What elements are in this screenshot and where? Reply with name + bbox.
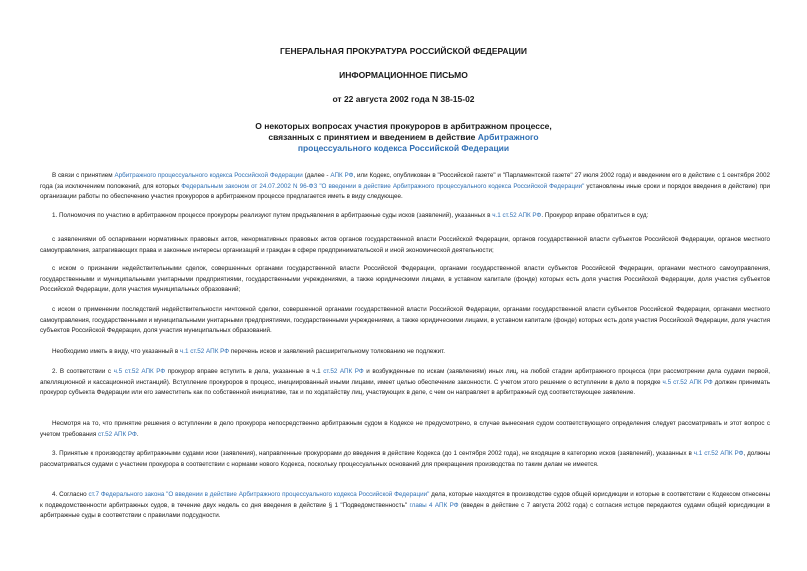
title-code-link-cont[interactable]: процессуального кодекса Российской Федерации: [297, 143, 510, 153]
text-run: .: [136, 430, 139, 438]
article-link[interactable]: ст.7: [88, 491, 100, 498]
text-run: должен принимать прокурор субъекта Федерации или его заместитель как по собственной инициативе, так и по ходатайству лиц, участвующих в деле, с чем он направляет в арбитражный суд соответствующее заявление.: [40, 378, 771, 397]
text-run: 1. Полномочия по участию в арбитражном процессе прокуроры реализуют путем предъявления в арбитражные суды исков (заявлений), указанных в: [52, 212, 493, 219]
title-line-3: [0, 143, 807, 154]
paragraph-1: [40, 211, 770, 222]
paragraph-list-item-2: с иском о признании недействительными сделок, совершенных органами государственной власти Российской Федерации, органами государственной власти субъектов Российской Федерации, органами местного самоуправления, государственными и муниципальными унитарными предприятиями, государственными учреждениями, а также юридическими лицами, в уставном капитале (фонде) которых есть доля участия Российской Федерации, доля участия субъектов Российской Федерации, доля участия муниципальных образований;: [40, 265, 770, 294]
paragraph-2: [40, 367, 770, 399]
document-title: [0, 121, 807, 154]
text-run: (далее -: [302, 172, 331, 179]
text-run: установлены иные сроки и порядок введения в действие) при организации работы по обеспечению участия прокуроров в арбитражном процессе предлагается иметь в виду следующее.: [40, 182, 771, 201]
text-run: В связи с принятием: [52, 172, 115, 179]
chapter-link[interactable]: главы 4 АПК РФ: [409, 501, 459, 509]
text-run: 3. Принятые к производству арбитражными судами иски (заявления), направленные прокурорами до введения в действие Кодекса (до 1 сентября 2002 года), не входящие в категорию исков (заявлений), указанных в: [52, 450, 694, 457]
federal-law-link[interactable]: Федерального закона "О введении в действие Арбитражного процессуального кодекса Российской Федерации": [100, 491, 430, 498]
text-run: перечень исков и заявлений расширительному толкованию не подлежит.: [229, 348, 446, 355]
text-run: 4. Согласно: [52, 491, 89, 498]
text-run: , должны рассматриваться судами с участием прокурора в соответствии с нормами нового Кодекса, поскольку процессуальных оснований для прекращения производства по таким делам не имеется.: [40, 450, 770, 468]
article-link[interactable]: ст.52 АПК РФ: [323, 368, 364, 375]
paragraph-2-continued: [40, 419, 770, 440]
document-type-heading: ИНФОРМАЦИОННОЕ ПИСЬМО: [339, 70, 468, 80]
paragraph-3: [40, 449, 770, 470]
apk-short-link[interactable]: АПК РФ: [330, 172, 354, 179]
article-link[interactable]: ч.1 ст.52 АПК РФ: [179, 348, 230, 355]
article-link[interactable]: ст.52 АПК РФ: [97, 430, 137, 438]
text-run: . Прокурор вправе обратиться в суд:: [541, 212, 649, 219]
text-run: , или Кодекс, опубликован в "Российской газете" и "Парламентской газете" 27 июля 2002 года) и введением его в действие с 1 сентября 2002 года (за исключением положений, для которых: [40, 172, 770, 190]
title-line-2: [0, 132, 807, 143]
article-link[interactable]: ч.1 ст.52 АПК РФ: [492, 212, 542, 219]
text-run: и возбужденные по искам (заявлениям) иных лиц, на любой стадии арбитражного процесса (при рассмотрении дела судами первой, апелляционной и кассационной инстанций). Вступление прокуроров в процесс, инициированный иными лицами, имеет целью обеспечение законности. С учетом этого решение о вступлении в дело в порядке: [40, 368, 771, 386]
text-run: (введен в действие с 7 августа 2002 года) с согласия истцов передаются судами общей юрисдикции в арбитражные суды в соответствии с правилами подсудности.: [40, 501, 770, 520]
paragraph-intro: [40, 171, 770, 203]
apk-link[interactable]: Арбитражного процессуального кодекса Российской Федерации: [114, 172, 303, 179]
paragraph-list-item-1: с заявлениями об оспаривании нормативных правовых актов, ненормативных правовых актов органов государственной власти Российской Федерации, органов государственной власти субъектов Российской Федерации, органов местного самоуправления, затрагивающих права и законные интересы организаций и граждан в сфере предпринимательской и иной экономической деятельности;: [40, 236, 770, 254]
paragraph-list-item-3: с иском о применении последствий недействительности ничтожной сделки, совершенной органами государственной власти Российской Федерации, органами государственной власти субъектов Российской Федерации, органами местного самоуправления, государственными и муниципальными унитарными предприятиями, государственными учреждениями, а также юридическими лицами, в уставном капитале (фонде) которых есть доля участия Российской Федерации, доля участия субъектов Российской Федерации, доля участия муниципальных образований.: [40, 306, 770, 335]
text-run: Несмотря на то, что принятие решения о вступлении в дело прокурора непосредственно арбитражным судом в Кодексе не предусмотрено, в случае вынесения судом соответствующего определения следует рассматривать и этот вопрос с учетом требования: [40, 420, 770, 438]
paragraph-4: [40, 490, 770, 522]
document-date-number: от 22 августа 2002 года N 38-15-02: [332, 94, 475, 104]
title-code-link[interactable]: Арбитражного: [477, 132, 539, 142]
title-line-2-text: связанных с принятием и введением в действие: [268, 132, 476, 142]
text-run: 2. В соответствии с: [52, 368, 114, 375]
article-link[interactable]: ч.5 ст.52 АПК РФ: [113, 368, 166, 375]
article-link[interactable]: ч.1 ст.52 АПК РФ: [693, 450, 744, 457]
paragraph-note: [40, 347, 770, 358]
title-line-1: О некоторых вопросах участия прокуроров в арбитражном процессе,: [255, 121, 552, 131]
article-link[interactable]: ч.5 ст.52 АПК РФ: [662, 378, 713, 386]
text-run: Необходимо иметь в виду, что указанный в: [52, 348, 180, 355]
organization-heading: ГЕНЕРАЛЬНАЯ ПРОКУРАТУРА РОССИЙСКОЙ ФЕДЕРАЦИИ: [280, 46, 527, 56]
text-run: прокурор вправе вступить в дела, указанные в ч.1: [165, 368, 324, 375]
text-run: дела, которые находятся в производстве судов общей юрисдикции и которые в соответствии с Кодексом отнесены к подведомственности арбитражных судов, в течение двух недель со дня введения в действие § 1 "Подведомственность": [40, 491, 771, 509]
federal-law-link[interactable]: Федеральным законом от 24.07.2002 N 96-ФЗ "О введении в действие Арбитражного процессуального кодекса Российской Федерации": [181, 182, 585, 190]
